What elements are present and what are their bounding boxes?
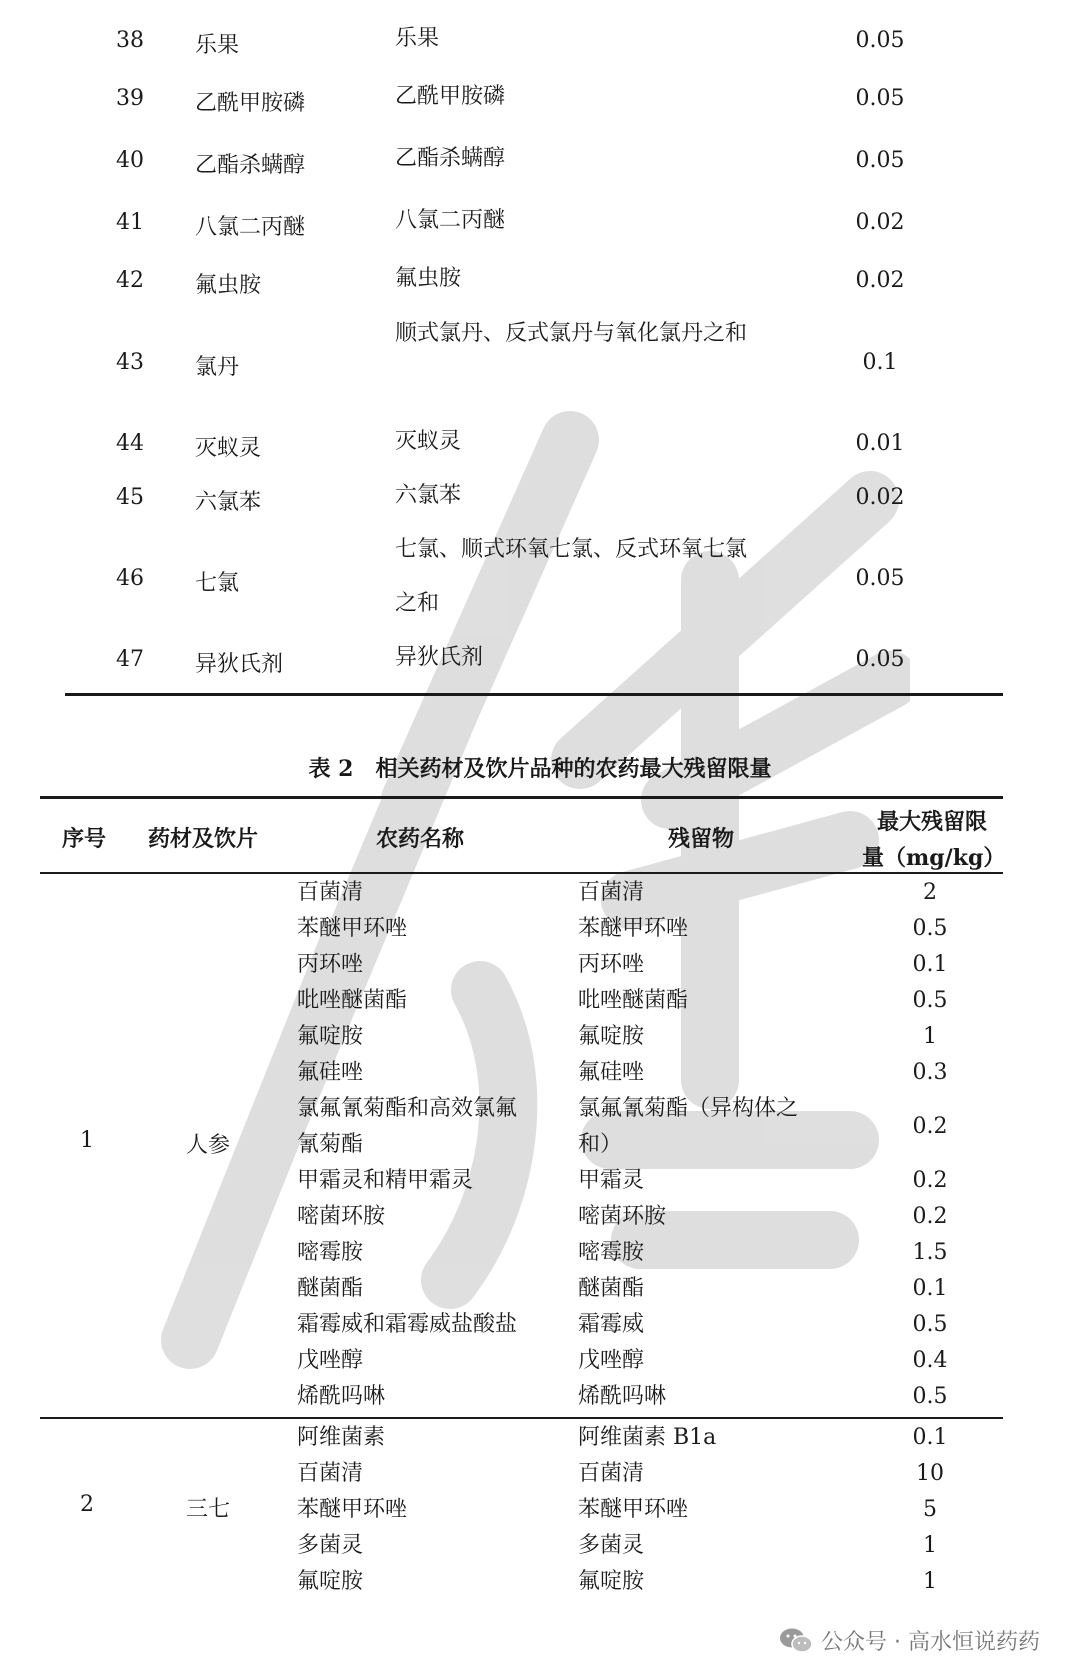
max-residue-limit: 0.4: [912, 1348, 948, 1373]
max-residue-limit: 5: [923, 1497, 937, 1522]
pesticide-name: 甲霜灵和精甲霜灵: [297, 1168, 474, 1193]
pesticide-name-line2: 氰菊酯: [297, 1132, 364, 1157]
residue-definition: 顺式氯丹、反式氯丹与氧化氯丹之和: [395, 321, 748, 346]
row-number: 45: [116, 485, 144, 510]
residue: 烯酰吗啉: [578, 1384, 667, 1409]
header-rule: [40, 872, 1003, 874]
residue-definition: 异狄氏剂: [395, 645, 484, 670]
group-number: 1: [80, 1128, 94, 1153]
max-residue-limit: 2: [923, 880, 937, 905]
header-pesticide: 农药名称: [376, 826, 465, 852]
table-continuation: [0, 0, 1080, 720]
row-number: 43: [116, 350, 144, 375]
pesticide-name: 灭蚁灵: [195, 436, 262, 461]
residue: 吡唑醚菌酯: [578, 988, 689, 1013]
max-residue-limit: 1: [923, 1024, 937, 1049]
row-number: 41: [116, 210, 144, 235]
header-herb: 药材及饮片: [148, 826, 259, 852]
residue-limit: 0.05: [855, 566, 905, 591]
residue: 氟啶胺: [578, 1024, 645, 1049]
row-number: 44: [116, 431, 144, 456]
residue-definition: 六氯苯: [395, 483, 462, 508]
row-number: 46: [116, 566, 144, 591]
pesticide-name: 丙环唑: [297, 952, 364, 977]
residue: 丙环唑: [578, 952, 645, 977]
table-caption: 表 2 相关药材及饮片品种的农药最大残留限量: [308, 756, 772, 782]
group-herb: 三七: [186, 1497, 231, 1522]
max-residue-limit: 10: [916, 1461, 944, 1486]
residue-limit: 0.05: [855, 28, 905, 53]
residue: 苯醚甲环唑: [578, 916, 689, 941]
residue-limit: 0.02: [855, 485, 905, 510]
table-row: [0, 1343, 1080, 1379]
max-residue-limit: 0.3: [912, 1060, 948, 1085]
max-residue-limit: 0.2: [912, 1204, 948, 1229]
table-row: [0, 1456, 1080, 1492]
residue-limit: 0.02: [855, 210, 905, 235]
table-row: [0, 1564, 1080, 1600]
max-residue-limit: 0.2: [912, 1114, 948, 1139]
residue: [578, 1091, 798, 1163]
residue-limit: 0.1: [862, 350, 898, 375]
max-residue-limit: 0.2: [912, 1168, 948, 1193]
table-row: [0, 1019, 1080, 1055]
group-divider: [40, 1417, 1003, 1419]
residue: 阿维菌素 B1a: [578, 1425, 717, 1450]
residue: 氟硅唑: [578, 1060, 645, 1085]
header-residue: 残留物: [668, 826, 735, 852]
table-row: [0, 1235, 1080, 1271]
pesticide-name: 百菌清: [297, 1461, 364, 1486]
table-row: [0, 1055, 1080, 1091]
pesticide-name: 苯醚甲环唑: [297, 1497, 408, 1522]
header-limit-line1: 最大残留限: [876, 809, 987, 835]
max-residue-limit: 0.1: [912, 1276, 948, 1301]
pesticide-name: 烯酰吗啉: [297, 1384, 386, 1409]
residue-definition: 七氯、顺式环氧七氯、反式环氧七氯之和: [395, 537, 748, 616]
pesticide-name: 吡唑醚菌酯: [297, 988, 408, 1013]
table-row: [0, 1199, 1080, 1235]
residue: 氟啶胺: [578, 1569, 645, 1594]
row-number: 40: [116, 148, 144, 173]
table-top-rule: [40, 796, 1003, 799]
residue: 戊唑醇: [578, 1348, 645, 1373]
table-row: [0, 983, 1080, 1019]
header-limit: [862, 804, 1006, 876]
table-row: [0, 1163, 1080, 1199]
max-residue-limit: 0.1: [912, 1425, 948, 1450]
group-number: 2: [80, 1492, 94, 1517]
pesticide-name: 乙酯杀螨醇: [195, 153, 306, 178]
table-row: [0, 1091, 1080, 1163]
residue: 百菌清: [578, 880, 645, 905]
residue-definition: 灭蚁灵: [395, 429, 462, 454]
max-residue-limit: 0.1: [912, 952, 948, 977]
residue: 多菌灵: [578, 1533, 645, 1558]
max-residue-limit: 0.5: [912, 916, 948, 941]
pesticide-name: 乙酰甲胺磷: [195, 91, 306, 116]
residue: 百菌清: [578, 1461, 645, 1486]
pesticide-name: 醚菌酯: [297, 1276, 364, 1301]
pesticide-name: 多菌灵: [297, 1533, 364, 1558]
pesticide-name-line1: 氯氟氰菊酯和高效氯氟: [297, 1096, 518, 1121]
residue-definition: 乙酯杀螨醇: [395, 146, 506, 171]
pesticide-name: 嘧菌环胺: [297, 1204, 386, 1229]
table-row: [0, 947, 1080, 983]
residue-definition: 氟虫胺: [395, 266, 462, 291]
pesticide-name: [297, 1091, 517, 1163]
pesticide-name: 氟硅唑: [297, 1060, 364, 1085]
pesticide-name: 氟虫胺: [195, 273, 262, 298]
residue-limit: 0.01: [855, 431, 905, 456]
table-row: [0, 1271, 1080, 1307]
max-residue-limit: 0.5: [912, 988, 948, 1013]
table-row: [0, 1528, 1080, 1564]
pesticide-name: 氯丹: [195, 355, 240, 380]
table-row: [0, 911, 1080, 947]
residue: 嘧霉胺: [578, 1240, 645, 1265]
residue-definition: 乐果: [395, 26, 440, 51]
max-residue-limit: 1.5: [912, 1240, 948, 1265]
pesticide-name: 阿维菌素: [297, 1425, 386, 1450]
max-residue-limit: 1: [923, 1533, 937, 1558]
max-residue-limit: 1: [923, 1569, 937, 1594]
header-limit-line2: 量（mg/kg）: [862, 845, 1006, 871]
wechat-icon: [779, 1627, 813, 1655]
residue-limit: 0.05: [855, 148, 905, 173]
row-number: 42: [116, 268, 144, 293]
residue-line1: 氯氟氰菊酯（异构体之: [578, 1096, 799, 1121]
residue: 苯醚甲环唑: [578, 1497, 689, 1522]
residue-definition: 八氯二丙醚: [395, 208, 506, 233]
row-number: 38: [116, 28, 144, 53]
table-bottom-rule: [65, 693, 1003, 696]
group-herb: 人参: [186, 1133, 231, 1158]
pesticide-name: 戊唑醇: [297, 1348, 364, 1373]
row-number: 47: [116, 647, 144, 672]
residue-limit: 0.05: [855, 86, 905, 111]
residue-limit: 0.05: [855, 647, 905, 672]
pesticide-name: 六氯苯: [195, 490, 262, 515]
header-no: 序号: [62, 826, 107, 852]
pesticide-name: 霜霉威和霜霉威盐酸盐: [297, 1312, 518, 1337]
max-residue-limit: 0.5: [912, 1312, 948, 1337]
table-row: [0, 875, 1080, 911]
wechat-footer: [779, 1625, 1040, 1656]
residue: 醚菌酯: [578, 1276, 645, 1301]
row-number: 39: [116, 86, 144, 111]
pesticide-name: 苯醚甲环唑: [297, 916, 408, 941]
residue-line2: 和）: [578, 1132, 623, 1157]
table-row: [0, 1379, 1080, 1415]
pesticide-name: 异狄氏剂: [195, 652, 284, 677]
residue: 霜霉威: [578, 1312, 645, 1337]
table-row: [0, 1492, 1080, 1528]
residue: 嘧菌环胺: [578, 1204, 667, 1229]
table-row: [0, 1307, 1080, 1343]
footer-text: 公众号 · 高水恒说药药: [821, 1630, 1040, 1655]
pesticide-name: 百菌清: [297, 880, 364, 905]
table-row: [0, 1420, 1080, 1456]
pesticide-name: 氟啶胺: [297, 1569, 364, 1594]
pesticide-name: 八氯二丙醚: [195, 215, 306, 240]
pesticide-name: 氟啶胺: [297, 1024, 364, 1049]
pesticide-name: 乐果: [195, 33, 240, 58]
max-residue-limit: 0.5: [912, 1384, 948, 1409]
residue-limit: 0.02: [855, 268, 905, 293]
residue-definition: 乙酰甲胺磷: [395, 84, 506, 109]
residue: 甲霜灵: [578, 1168, 645, 1193]
pesticide-name: 七氯: [195, 571, 240, 596]
pesticide-name: 嘧霉胺: [297, 1240, 364, 1265]
